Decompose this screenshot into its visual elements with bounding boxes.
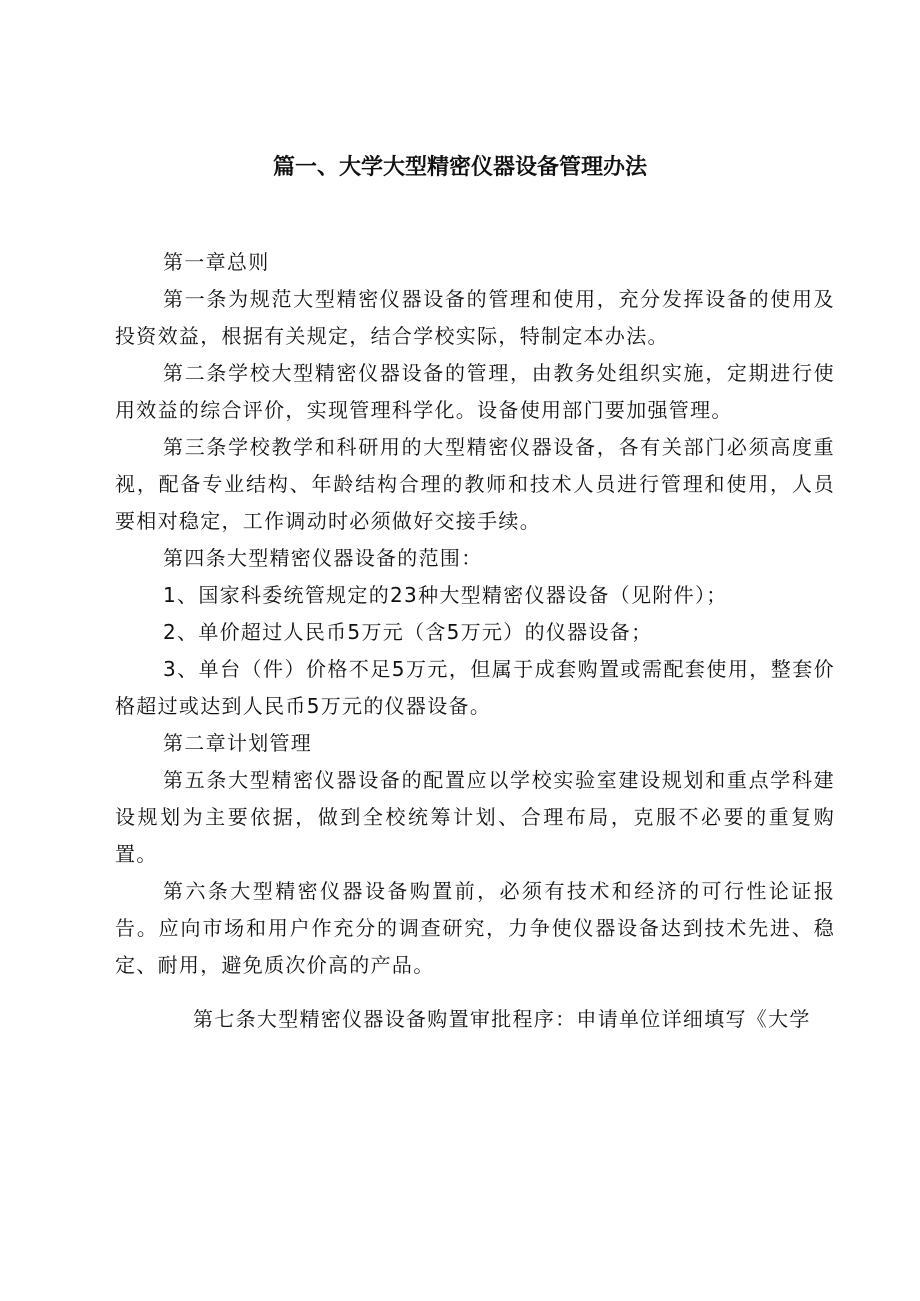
article-paragraph: 第七条大型精密仪器设备购置审批程序：申请单位详细填写《大学 [193,1007,811,1031]
document-body [115,244,835,1038]
list-item: 2、单价超过人民币5万元（含5万元）的仪器设备； [163,620,653,644]
list-item: 1、国家科委统管规定的23种大型精密仪器设备（见附件）； [163,583,728,607]
article-paragraph: 第二条学校大型精密仪器设备的管理，由教务处组织实施，定期进行使用效益的综合评价，实现管理科学化。设备使用部门要加强管理。 [115,361,835,422]
list-item: 3、单台（件）价格不足5万元，但属于成套购置或需配套使用，整套价格超过或达到人民币5万元的仪器设备。 [115,657,835,718]
article-paragraph: 第四条大型精密仪器设备的范围： [163,546,483,570]
document-title: 篇一、大学大型精密仪器设备管理办法 [272,155,647,180]
article-paragraph: 第六条大型精密仪器设备购置前，必须有技术和经济的可行性论证报告。应向市场和用户作充分的调查研究，力争使仪器设备达到技术先进、稳定、耐用，避免质次价高的产品。 [115,879,835,977]
article-paragraph: 第一条为规范大型精密仪器设备的管理和使用，充分发挥设备的使用及投资效益，根据有关规定，结合学校实际，特制定本办法。 [115,287,835,348]
article-paragraph: 第三条学校教学和科研用的大型精密仪器设备，各有关部门必须高度重视，配备专业结构、年龄结构合理的教师和技术人员进行管理和使用，人员要相对稳定，工作调动时必须做好交接手续。 [115,435,835,533]
chapter-heading: 第二章计划管理 [163,731,313,755]
chapter-heading: 第一章总则 [163,250,270,274]
article-paragraph: 第五条大型精密仪器设备的配置应以学校实验室建设规划和重点学科建设规划为主要依据，做到全校统筹计划、合理布局，克服不必要的重复购置。 [115,768,835,866]
